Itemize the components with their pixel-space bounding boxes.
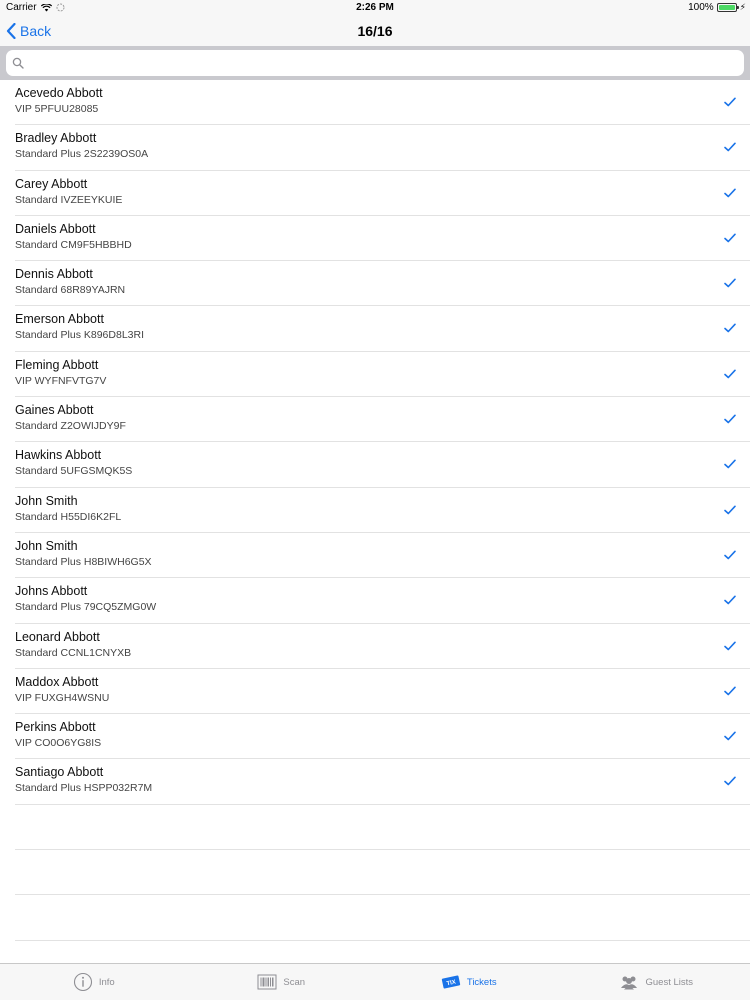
ticket-detail: Standard IVZEEYKUIE: [15, 193, 123, 206]
ticket-list: [0, 80, 750, 941]
ticket-name: Bradley Abbott: [15, 131, 97, 146]
carrier-label: Carrier: [6, 2, 37, 13]
tab-label: Scan: [283, 976, 306, 988]
ticket-detail: Standard Plus H8BIWH6G5X: [15, 555, 152, 568]
ticket-name: Santiago Abbott: [15, 765, 104, 780]
tab-label: Info: [98, 976, 115, 988]
ticket-name: Dennis Abbott: [15, 267, 93, 282]
ticket-detail: Standard CCNL1CNYXB: [15, 646, 132, 659]
ticket-detail: VIP FUXGH4WSNU: [15, 691, 110, 704]
barcode-icon: [257, 972, 277, 992]
ticket-detail: Standard Plus 79CQ5ZMG0W: [15, 601, 157, 614]
svg-text:TIX: TIX: [445, 979, 457, 988]
checkmark-icon: [724, 188, 736, 198]
charging-icon: ⚡: [739, 2, 746, 12]
list-item[interactable]: [15, 352, 750, 397]
list-item[interactable]: [15, 533, 750, 578]
ticket-name: John Smith: [15, 493, 78, 508]
list-item[interactable]: [15, 216, 750, 261]
ticket-detail: VIP 5PFUU28085: [15, 103, 99, 115]
list-item[interactable]: [15, 261, 750, 306]
tab-guest-lists[interactable]: [563, 964, 750, 1000]
ticket-detail: Standard Plus HSPP032R7M: [15, 782, 153, 795]
battery-percent: 100%: [688, 2, 714, 13]
info-icon: [73, 972, 93, 992]
tab-label: Guest Lists: [645, 976, 694, 988]
list-item[interactable]: [15, 397, 750, 442]
checkmark-icon: [724, 369, 736, 379]
ticket-name: Daniels Abbott: [15, 221, 96, 236]
status-right: [688, 2, 746, 13]
checkmark-icon: [724, 278, 736, 288]
checkmark-icon: [724, 142, 736, 152]
ticket-detail: Standard 68R89YAJRN: [15, 284, 126, 297]
ticket-name: Perkins Abbott: [15, 720, 96, 735]
checkmark-icon: [724, 550, 736, 560]
ticket-icon: [441, 972, 461, 992]
checkmark-icon: [724, 686, 736, 696]
ticket-detail: Standard CM9F5HBBHD: [15, 238, 132, 251]
ticket-name: Gaines Abbott: [15, 403, 94, 418]
list-item[interactable]: [15, 80, 750, 125]
checkmark-icon: [724, 641, 736, 651]
list-item[interactable]: [15, 171, 750, 216]
tab-info[interactable]: [0, 964, 188, 1000]
list-item[interactable]: [15, 578, 750, 623]
ticket-detail: Standard Z2OWIJDY9F: [15, 420, 126, 433]
checkmark-icon: [724, 595, 736, 605]
search-icon: [12, 57, 24, 69]
ticket-name: Carey Abbott: [15, 176, 88, 191]
tab-bar: [0, 963, 750, 1000]
checkmark-icon: [724, 459, 736, 469]
ticket-name: Fleming Abbott: [15, 357, 99, 372]
checkmark-icon: [724, 414, 736, 424]
ticket-name: Emerson Abbott: [15, 312, 104, 327]
ticket-name: Maddox Abbott: [15, 674, 99, 689]
status-bar: [0, 0, 750, 16]
battery-icon: [717, 3, 737, 12]
list-item[interactable]: [15, 125, 750, 170]
list-item[interactable]: [15, 306, 750, 351]
search-input[interactable]: [30, 50, 730, 76]
search-box[interactable]: [6, 50, 744, 76]
list-item[interactable]: [15, 442, 750, 487]
ticket-detail: VIP CO0O6YG8IS: [15, 737, 102, 750]
ticket-detail: Standard H55DI6K2FL: [15, 510, 122, 523]
tab-tickets[interactable]: [375, 964, 563, 1000]
ticket-name: Acevedo Abbott: [15, 86, 103, 100]
checkmark-icon: [724, 731, 736, 741]
checkmark-icon: [724, 97, 736, 107]
tab-label: Tickets: [466, 976, 497, 988]
navigation-bar: [0, 16, 750, 46]
empty-row: [15, 805, 750, 850]
list-item[interactable]: [15, 759, 750, 804]
back-label: Back: [20, 23, 52, 39]
list-item[interactable]: [15, 624, 750, 669]
ticket-name: John Smith: [15, 538, 78, 553]
guests-icon: [619, 972, 639, 992]
checkmark-icon: [724, 233, 736, 243]
empty-row: [15, 895, 750, 940]
ticket-detail: VIP WYFNFVTG7V: [15, 374, 107, 387]
list-item[interactable]: [15, 669, 750, 714]
checkmark-icon: [724, 505, 736, 515]
search-bar: [0, 46, 750, 80]
empty-row: [15, 850, 750, 895]
ticket-name: Hawkins Abbott: [15, 448, 102, 463]
list-item[interactable]: [15, 488, 750, 533]
ticket-detail: Standard Plus 2S2239OS0A: [15, 148, 149, 161]
list-item[interactable]: [15, 714, 750, 759]
ticket-name: Johns Abbott: [15, 584, 88, 599]
ticket-name: Leonard Abbott: [15, 629, 100, 644]
checkmark-icon: [724, 323, 736, 333]
tab-scan[interactable]: [188, 964, 376, 1000]
checkmark-icon: [724, 776, 736, 786]
ticket-detail: Standard Plus K896D8L3RI: [15, 329, 144, 342]
page-title: 16/16: [357, 23, 393, 39]
status-time: 2:26 PM: [356, 2, 394, 13]
ticket-detail: Standard 5UFGSMQK5S: [15, 465, 133, 478]
